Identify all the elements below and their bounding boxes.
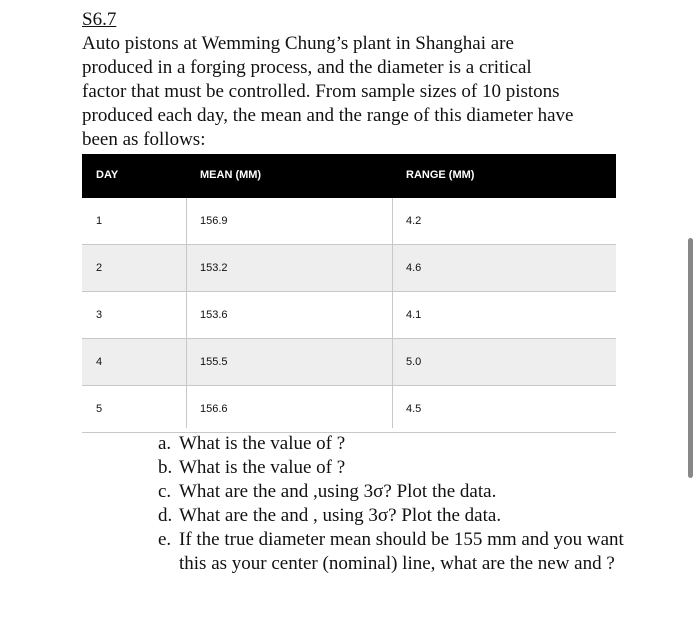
cell-day: 5	[96, 403, 103, 415]
cell-mean: 153.6	[200, 309, 228, 321]
cell-range: 5.0	[406, 356, 422, 368]
question-item	[158, 504, 628, 528]
cell-day: 3	[96, 309, 103, 321]
column-divider	[186, 198, 187, 428]
cell-day: 1	[96, 215, 103, 227]
question-text: What are the and , using 3σ? Plot the data.	[179, 505, 502, 526]
table-row	[82, 198, 616, 245]
header-mean: MEAN (MM)	[200, 169, 262, 181]
column-divider	[392, 198, 393, 428]
cell-range: 4.1	[406, 309, 422, 321]
question-item	[158, 480, 628, 504]
cell-day: 4	[96, 356, 103, 368]
question-item	[158, 456, 628, 480]
question-text: What are the and ,using 3σ? Plot the data.	[179, 481, 497, 502]
table-row	[82, 339, 616, 386]
question-item	[158, 528, 628, 576]
data-table	[82, 154, 616, 433]
header-range: RANGE (MM)	[406, 169, 475, 181]
intro-line: produced in a forging process, and the diameter is a critical	[82, 57, 532, 78]
cell-range: 4.5	[406, 403, 422, 415]
cell-mean: 155.5	[200, 356, 228, 368]
cell-day: 2	[96, 262, 103, 274]
question-label: d.	[158, 505, 173, 526]
header-day: DAY	[96, 169, 119, 181]
intro-paragraph	[82, 32, 642, 152]
question-label: e.	[158, 529, 172, 550]
table-row	[82, 386, 616, 433]
question-list	[158, 432, 628, 576]
question-text: If the true diameter mean should be 155 mm and you want this as your center (nominal) line, what are the new and ?	[179, 529, 624, 574]
intro-line: Auto pistons at Wemming Chung’s plant in Shanghai are	[82, 33, 514, 54]
question-text: What is the value of ?	[179, 433, 346, 454]
cell-range: 4.6	[406, 262, 422, 274]
cell-mean: 156.6	[200, 403, 228, 415]
question-item	[158, 432, 628, 456]
question-text: What is the value of ?	[179, 457, 346, 478]
table-header	[82, 154, 616, 198]
intro-line: produced each day, the mean and the range of this diameter have	[82, 105, 574, 126]
problem-id: S6.7	[82, 9, 117, 30]
intro-line: been as follows:	[82, 129, 206, 150]
table-row	[82, 245, 616, 292]
question-label: a.	[158, 433, 172, 454]
question-label: b.	[158, 457, 173, 478]
question-label: c.	[158, 481, 172, 502]
intro-line: factor that must be controlled. From sample sizes of 10 pistons	[82, 81, 560, 102]
cell-mean: 156.9	[200, 215, 228, 227]
scrollbar[interactable]	[688, 238, 693, 478]
table-row	[82, 292, 616, 339]
cell-range: 4.2	[406, 215, 422, 227]
cell-mean: 153.2	[200, 262, 228, 274]
